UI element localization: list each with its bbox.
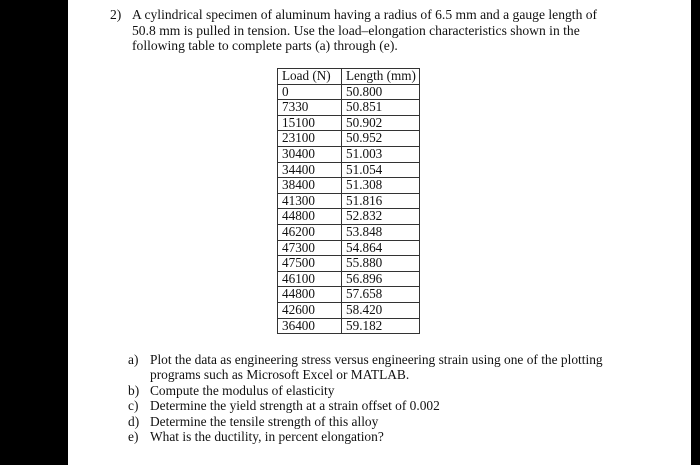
length-cell: 50.851: [342, 100, 420, 116]
load-cell: 7330: [278, 100, 342, 116]
table-row: [278, 302, 420, 318]
problem-number: 2): [110, 7, 122, 22]
part-item: [128, 414, 628, 429]
table-row: [278, 287, 420, 303]
table-header-row: [278, 69, 420, 85]
length-cell: 50.902: [342, 115, 420, 131]
load-cell: 38400: [278, 178, 342, 194]
table-row: [278, 146, 420, 162]
load-cell: 34400: [278, 162, 342, 178]
length-cell: 54.864: [342, 240, 420, 256]
table-row: [278, 193, 420, 209]
part-label: a): [128, 352, 139, 367]
table-row: [278, 240, 420, 256]
header-length: Length (mm): [342, 69, 420, 85]
load-cell: 47500: [278, 256, 342, 272]
part-text: Compute the modulus of elasticity: [150, 382, 335, 398]
problem-text: A cylindrical specimen of aluminum having a radius of 6.5 mm and a gauge length of 50.8 mm is pulled in tension. Use the load–elongation characteristics shown in the following table to complete parts (a) through (e).: [132, 7, 598, 53]
length-cell: 55.880: [342, 256, 420, 272]
part-label: b): [128, 382, 140, 398]
document-page: [68, 0, 691, 465]
table-row: [278, 318, 420, 334]
load-cell: 0: [278, 84, 342, 100]
part-item: [128, 429, 628, 444]
part-text: Plot the data as engineering stress versus engineering strain using one of the plotting programs such as Microsoft Excel or MATLAB.: [150, 352, 603, 383]
table-row: [278, 131, 420, 147]
load-cell: 47300: [278, 240, 342, 256]
length-cell: 50.800: [342, 84, 420, 100]
table-row: [278, 162, 420, 178]
table-row: [278, 84, 420, 100]
part-label: e): [128, 429, 139, 445]
load-cell: 41300: [278, 193, 342, 209]
load-cell: 42600: [278, 302, 342, 318]
length-cell: 51.308: [342, 178, 420, 194]
load-cell: 46200: [278, 224, 342, 240]
length-cell: 58.420: [342, 302, 420, 318]
part-item: [128, 352, 628, 383]
part-item: [128, 383, 628, 398]
load-length-table: [277, 68, 420, 334]
part-item: [128, 398, 628, 413]
load-cell: 44800: [278, 209, 342, 225]
length-cell: 51.054: [342, 162, 420, 178]
length-cell: 51.816: [342, 193, 420, 209]
table-row: [278, 256, 420, 272]
parts-list: [128, 352, 628, 444]
load-cell: 30400: [278, 146, 342, 162]
load-cell: 46100: [278, 271, 342, 287]
length-cell: 52.832: [342, 209, 420, 225]
table-row: [278, 178, 420, 194]
load-cell: 36400: [278, 318, 342, 334]
length-cell: 53.848: [342, 224, 420, 240]
length-cell: 59.182: [342, 318, 420, 334]
table-row: [278, 115, 420, 131]
length-cell: 57.658: [342, 287, 420, 303]
table-row: [278, 209, 420, 225]
part-text: Determine the yield strength at a strain offset of 0.002: [150, 398, 440, 414]
part-label: c): [128, 398, 139, 414]
table-row: [278, 100, 420, 116]
table-row: [278, 224, 420, 240]
part-text: What is the ductility, in percent elongation?: [150, 429, 384, 445]
part-text: Determine the tensile strength of this alloy: [150, 413, 379, 429]
load-cell: 44800: [278, 287, 342, 303]
part-label: d): [128, 413, 140, 429]
header-load: Load (N): [278, 69, 342, 85]
table-body: [278, 84, 420, 334]
load-cell: 23100: [278, 131, 342, 147]
length-cell: 50.952: [342, 131, 420, 147]
length-cell: 51.003: [342, 146, 420, 162]
table-row: [278, 271, 420, 287]
load-cell: 15100: [278, 115, 342, 131]
length-cell: 56.896: [342, 271, 420, 287]
